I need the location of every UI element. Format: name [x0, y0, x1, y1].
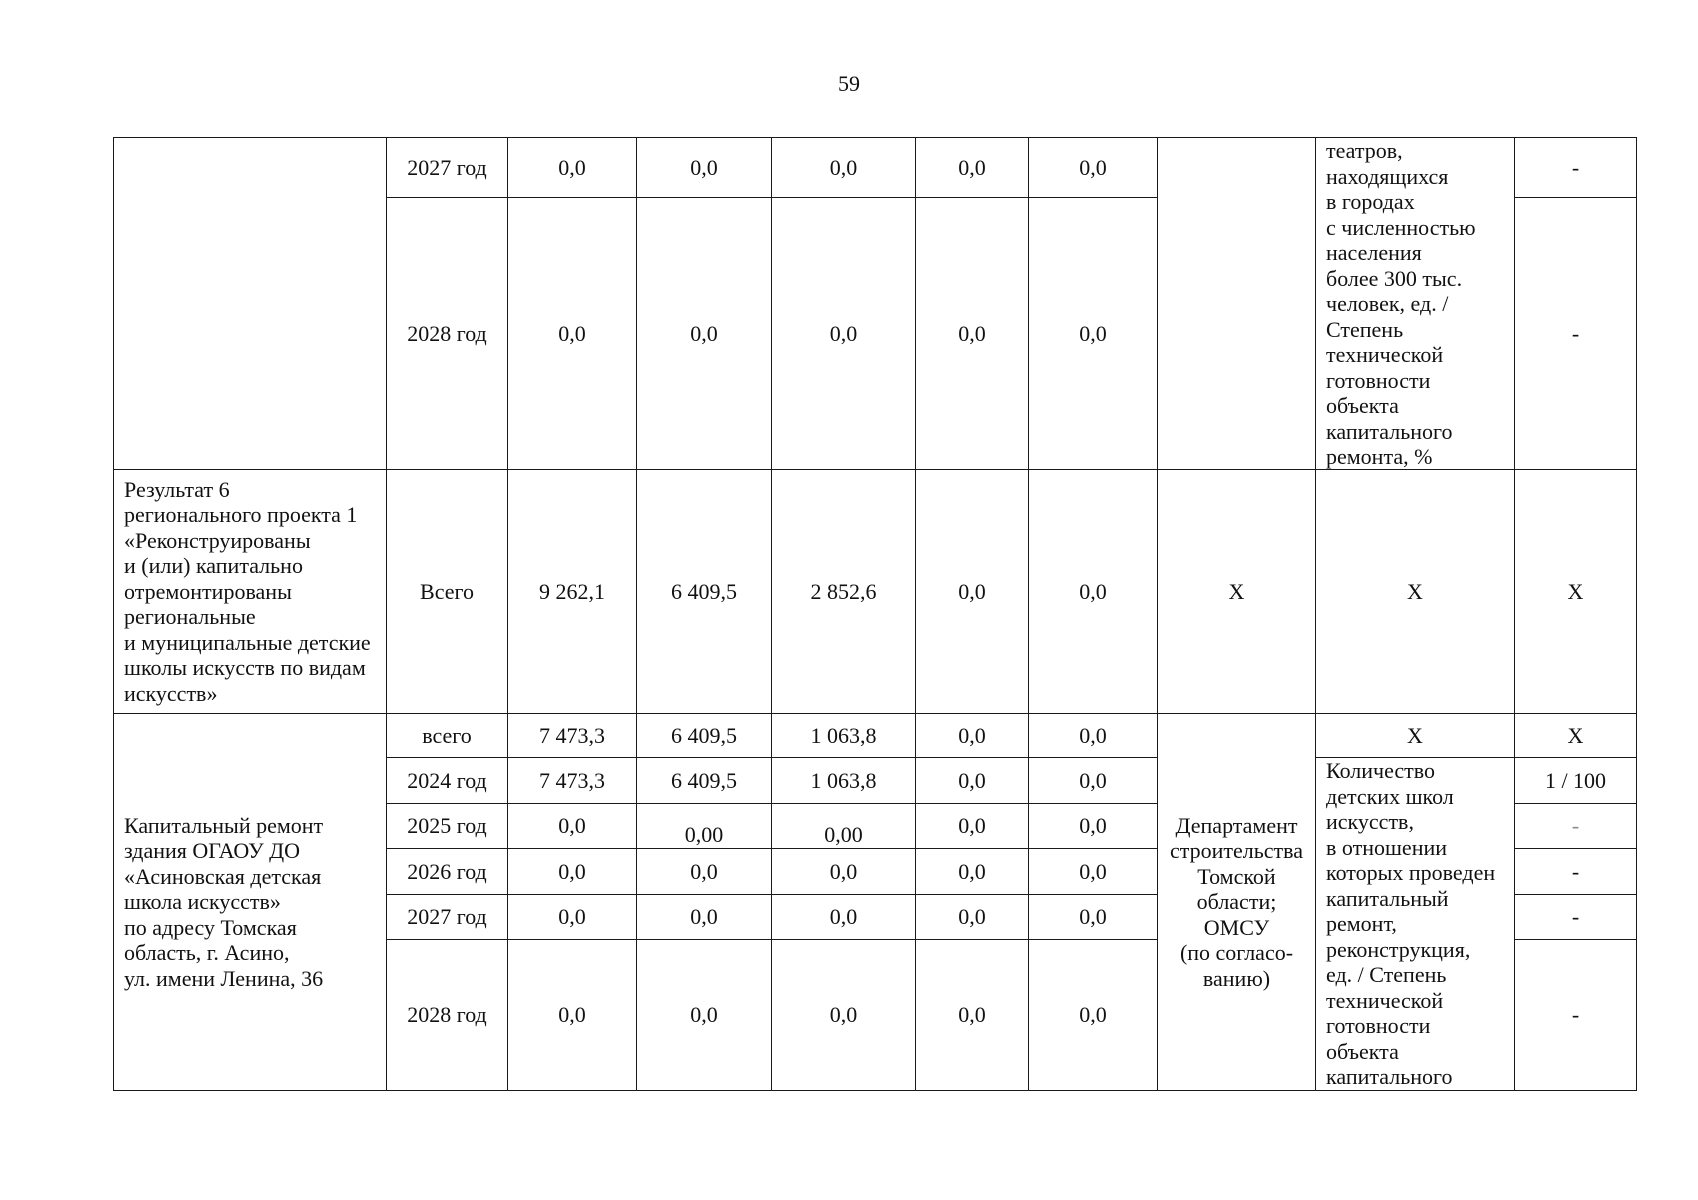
indicator-value-cell: -: [1515, 940, 1637, 1091]
amount-cell: 0,0: [916, 940, 1029, 1091]
amount-cell: 0,0: [508, 940, 637, 1091]
indicator-name-cell: X: [1316, 714, 1515, 758]
amount-cell: 7 473,3: [508, 714, 637, 758]
amount-cell: 0,0: [772, 895, 916, 940]
amount-cell: 0,00: [637, 804, 772, 849]
indicator-value-cell: -: [1515, 804, 1637, 849]
amount-cell: 0,0: [916, 714, 1029, 758]
amount-cell: 7 473,3: [508, 758, 637, 804]
result-title-cell: Результат 6 регионального проекта 1 «Реконструированы и (или) капитально отремонтированы региональные и муниципальные детские школы искусств по видам искусств»: [114, 470, 387, 714]
indicator-value-cell: -: [1515, 895, 1637, 940]
amount-cell: 0,0: [772, 940, 916, 1091]
amount-cell: 0,0: [916, 470, 1029, 714]
amount-cell: 0,0: [637, 198, 772, 470]
amount-cell: 0,0: [508, 804, 637, 849]
amount-cell: 1 063,8: [772, 758, 916, 804]
indicator-name-cell: театров, находящихся в городах с численностью населения более 300 тыс. человек, ед. / Степень технической готовности объекта капитального ремонта, %: [1316, 138, 1515, 470]
amount-cell: 0,0: [637, 940, 772, 1091]
amount-cell: 0,0: [1029, 198, 1158, 470]
measure-title-cell: Капитальный ремонт здания ОГАОУ ДО «Асиновская детская школа искусств» по адресу Томская область, г. Асино, ул. имени Ленина, 36: [114, 714, 387, 1091]
amount-cell: 0,0: [916, 849, 1029, 895]
amount-cell: 0,0: [508, 138, 637, 198]
amount-cell: 0,0: [772, 198, 916, 470]
amount-cell: 0,0: [916, 758, 1029, 804]
responsible-cell: Департамент строительства Томской области; ОМСУ (по согласо- ванию): [1158, 714, 1316, 1091]
page-number: 59: [838, 71, 860, 96]
amount-cell: 0,0: [772, 138, 916, 198]
amount-cell: 0,0: [1029, 758, 1158, 804]
period-cell: 2025 год: [387, 804, 508, 849]
amount-cell: 6 409,5: [637, 758, 772, 804]
period-cell: Всего: [387, 470, 508, 714]
indicator-name-cell: X: [1316, 470, 1515, 714]
amount-cell: 0,0: [916, 804, 1029, 849]
amount-cell: 0,0: [1029, 940, 1158, 1091]
amount-cell: 2 852,6: [772, 470, 916, 714]
amount-cell: 0,0: [1029, 470, 1158, 714]
period-cell: 2024 год: [387, 758, 508, 804]
period-cell: 2028 год: [387, 940, 508, 1091]
amount-cell: 0,0: [508, 198, 637, 470]
indicator-value-cell: X: [1515, 714, 1637, 758]
amount-cell: 0,0: [637, 849, 772, 895]
amount-cell: 0,0: [508, 895, 637, 940]
period-cell: 2027 год: [387, 138, 508, 198]
responsible-cell: X: [1158, 470, 1316, 714]
amount-cell: 6 409,5: [637, 714, 772, 758]
empty-cell: [1158, 138, 1316, 470]
period-cell: 2027 год: [387, 895, 508, 940]
period-cell: 2028 год: [387, 198, 508, 470]
amount-cell: 0,0: [1029, 895, 1158, 940]
amount-cell: 0,0: [508, 849, 637, 895]
indicator-value-cell: 1 / 100: [1515, 758, 1637, 804]
amount-cell: 0,0: [1029, 714, 1158, 758]
amount-cell: 0,00: [772, 804, 916, 849]
amount-cell: 0,0: [772, 849, 916, 895]
indicator-value-cell: -: [1515, 849, 1637, 895]
indicator-value-cell: X: [1515, 470, 1637, 714]
amount-cell: 9 262,1: [508, 470, 637, 714]
period-cell: всего: [387, 714, 508, 758]
amount-cell: 6 409,5: [637, 470, 772, 714]
amount-cell: 0,0: [916, 895, 1029, 940]
empty-cell: [114, 138, 387, 470]
amount-cell: 1 063,8: [772, 714, 916, 758]
amount-cell: 0,0: [1029, 804, 1158, 849]
financing-table: [113, 137, 1637, 1091]
period-cell: 2026 год: [387, 849, 508, 895]
indicator-value-cell: -: [1515, 138, 1637, 198]
amount-cell: 0,0: [916, 138, 1029, 198]
amount-cell: 0,0: [1029, 138, 1158, 198]
indicator-name-cell: Количество детских школ искусств, в отношении которых проведен капитальный ремонт, реконструкция, ед. / Степень технической готовности объекта капитального: [1316, 758, 1515, 1091]
amount-cell: 0,0: [1029, 849, 1158, 895]
amount-cell: 0,0: [916, 198, 1029, 470]
amount-cell: 0,0: [637, 895, 772, 940]
indicator-value-cell: -: [1515, 198, 1637, 470]
amount-cell: 0,0: [637, 138, 772, 198]
